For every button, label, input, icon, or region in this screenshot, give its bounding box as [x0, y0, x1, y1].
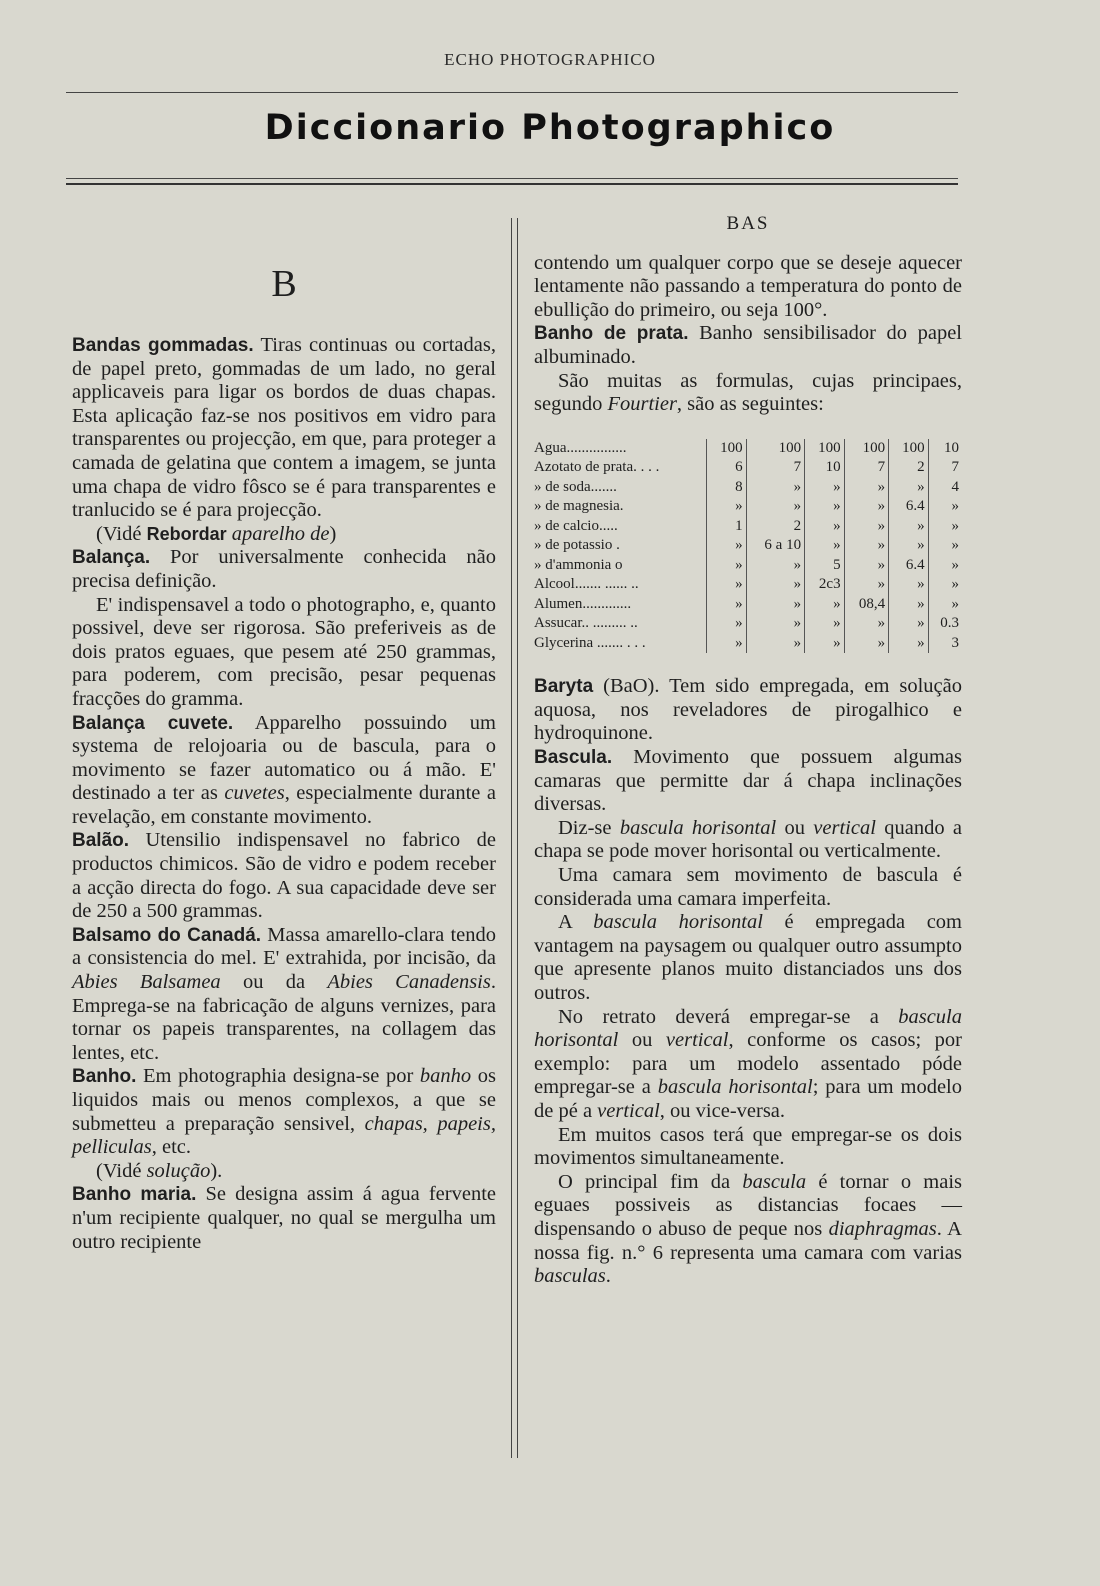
table-cell: » [707, 497, 747, 517]
entry-paragraph: Diz-se bascula horisontal ou vertical quando a chapa se pode mover horisontal ou verticalmente. [534, 816, 962, 863]
entry-paragraph: No retrato deverá empregar-se a bascula horisontal ou vertical, conforme os casos; por exemplo: para um modelo assentado póde empregar-se a bascula horisontal; para um modelo de pé a vertical, ou vice-versa. [534, 1005, 963, 1122]
table-row [534, 497, 962, 517]
entry-banho-maria: Banho maria. Se designa assim á agua fervente n'um recipiente qualquer, no qual se mergulha um outro recipiente [72, 1183, 496, 1253]
page-title: Diccionario Photographico [264, 108, 836, 148]
table-cell: » [805, 478, 845, 498]
entry-balsamo-do-canada: Balsamo do Canadá. Massa amarello-clara tendo a consistencia do mel. E' extrahida, por incisão, da Abies Balsamea ou da Abies Canadensis. Emprega-se na fabricação de alguns vernizes, para tornar os papeis transparentes, na collagem das lentes, etc. [72, 923, 497, 1064]
left-column [72, 262, 496, 1254]
entry-term: Bascula. [534, 747, 613, 769]
table-cell: » [928, 517, 962, 537]
table-cell: 2 [746, 517, 804, 537]
table-row [534, 595, 962, 615]
table-row-label: » d'ammonia o [534, 556, 623, 573]
entry-continuation: contendo um qualquer corpo que se deseje aquecer lentamente não passando a temperatura do ponto de ebullição do primeiro, ou seja 100°. [534, 251, 962, 321]
entry-paragraph: A bascula horisontal é empregada com vantagem na paysagem ou qualquer outro assumpto que apresente planos muito distanciados uns dos outros. [534, 911, 962, 1004]
table-cell: » [707, 595, 747, 615]
column-head: BAS [726, 213, 770, 234]
table-row-label: » de calcio..... [534, 517, 618, 534]
table-cell: » [928, 556, 962, 576]
table-row [534, 439, 962, 459]
entry-banho: Banho. Em photographia designa-se por banho os liquidos mais ou menos complexos, a que se submetteu a preparação sensivel, chapas, papeis, pelliculas, etc. [72, 1065, 497, 1159]
table-cell: 4 [928, 478, 962, 498]
table-cell: » [805, 517, 845, 537]
table-cell: 100 [707, 439, 747, 459]
table-row-label: Alcool....... ...... .. [534, 576, 639, 593]
entry-bandas-gommadas: Bandas gommadas. Tiras continuas ou cortadas, de papel preto, gommadas de um lado, no geral applicaveis para ligar os bordos de duas chapas. Esta aplicação faz-se nos positivos em vidro para transparentes ou projecção, em que, para proteger a camada de gelatina que contem a imagem, se junta uma chapa de vidro fôsco se é para transparentes e tranlucido se é para projecção. [72, 334, 496, 522]
table-cell: » [746, 556, 804, 576]
table-cell: 10 [805, 458, 845, 478]
table-cell: 3 [928, 634, 962, 654]
table-cell: » [889, 634, 929, 654]
table-cell: » [707, 614, 747, 634]
entry-term: Baryta [534, 676, 594, 698]
table-cell: » [805, 634, 845, 654]
cross-reference: (Vidé solução). [96, 1159, 223, 1182]
table-cell: 2c3 [805, 575, 845, 595]
table-cell: » [746, 575, 804, 595]
table-row [534, 575, 962, 595]
table-row [534, 478, 962, 498]
table-row-label: » de potassio . [534, 537, 620, 554]
table-cell: » [889, 478, 929, 498]
entry-term: Balança. [72, 547, 151, 569]
entry-term: Banho. [72, 1066, 137, 1088]
table-cell: 8 [707, 478, 747, 498]
table-cell: 100 [889, 439, 929, 459]
table-cell: » [844, 497, 889, 517]
entry-paragraph: Uma camara sem movimento de bascula é considerada uma camara imperfeita. [534, 864, 962, 910]
table-row [534, 517, 962, 537]
table-cell: 5 [805, 556, 845, 576]
right-column [534, 212, 962, 1289]
table-cell: 100 [805, 439, 845, 459]
table-cell: » [805, 536, 845, 556]
table-cell: » [805, 497, 845, 517]
table-row-label: » de magnesia. [534, 498, 624, 515]
table-cell: 100 [746, 439, 804, 459]
table-cell: » [844, 614, 889, 634]
table-cell: 6 a 10 [746, 536, 804, 556]
table-cell: 0.3 [928, 614, 962, 634]
entry-paragraph: Em muitos casos terá que empregar-se os dois movimentos simultaneamente. [534, 1123, 962, 1170]
table-row [534, 614, 962, 634]
table-cell: » [928, 497, 962, 517]
table-row-label: Glycerina ....... . . . [534, 634, 646, 651]
running-head: ECHO PHOTOGRAPHICO [444, 50, 656, 69]
table-cell: » [707, 536, 747, 556]
table-cell: 7 [746, 458, 804, 478]
table-row-label: Alumen............. [534, 595, 632, 612]
entry-paragraph: O principal fim da bascula é tornar o mais eguaes possiveis as distancias focaes — dispensando o abuso de peque nos diaphragmas. A nossa fig. n.° 6 representa uma camara com varias basculas. [534, 1170, 962, 1288]
table-cell: » [707, 556, 747, 576]
entry-paragraph: São muitas as formulas, cujas principaes, segundo Fourtier, são as seguintes: [534, 369, 962, 416]
entry-term: Balão. [72, 830, 130, 852]
table-cell: » [844, 517, 889, 537]
table-cell: » [805, 595, 845, 615]
table-cell: » [889, 614, 929, 634]
entry-balao: Balão. Utensilio indispensavel no fabrico de productos chimicos. São de vidro e podem receber a acção directa do fogo. A sua capacidade deve ser de 250 a 500 grammas. [72, 829, 496, 923]
table-row [534, 634, 962, 654]
table-row [534, 536, 962, 556]
table-cell: 1 [707, 517, 747, 537]
table-cell: 6 [707, 458, 747, 478]
entry-term: Banho de prata. [534, 323, 689, 345]
table-cell: » [889, 517, 929, 537]
table-cell: 7 [844, 458, 889, 478]
entry-baryta: Baryta (BaO). Tem sido empregada, em solução aquosa, nos reveladores de pirogalhico e hydroquinone. [534, 675, 962, 745]
table-row [534, 458, 962, 478]
table-cell: » [844, 575, 889, 595]
table-row-label: » de soda....... [534, 478, 617, 495]
table-cell: » [746, 595, 804, 615]
table-cell: » [805, 614, 845, 634]
table-cell: » [844, 556, 889, 576]
table-row-label: Agua................ [534, 439, 627, 456]
title-rule-bottom [66, 183, 958, 185]
table-cell: 10 [928, 439, 962, 459]
table-row-label: Assucar.. ......... .. [534, 615, 638, 632]
table-cell: » [844, 478, 889, 498]
cross-reference: (Vidé Rebordar aparelho de) [96, 522, 337, 545]
table-cell: » [707, 575, 747, 595]
entry-paragraph: E' indispensavel a todo o photographo, e, quanto possivel, deve ser rigorosa. São preferiveis as de dois pratos eguaes, que pesem até 250 grammas, para poderem, com precisão, pesar pequenas fracções do gramma. [72, 593, 496, 710]
entry-banho-de-prata: Banho de prata. Banho sensibilisador do papel albuminado. [534, 322, 962, 368]
entry-term: Balsamo do Canadá. [72, 924, 262, 946]
table-cell: 2 [889, 458, 929, 478]
table-cell: 6.4 [889, 497, 929, 517]
header-rule [66, 92, 958, 93]
table-cell: » [889, 595, 929, 615]
section-letter: B [271, 263, 297, 305]
entry-term: Bandas gommadas. [72, 335, 254, 356]
entry-term: Banho maria. [72, 1184, 197, 1206]
table-cell: » [889, 575, 929, 595]
formula-table [534, 439, 962, 654]
column-divider [511, 218, 518, 1458]
table-cell: » [889, 536, 929, 556]
table-cell: » [746, 614, 804, 634]
table-cell: » [928, 536, 962, 556]
table-cell: » [928, 575, 962, 595]
table-row [534, 556, 962, 576]
title-rule-top [66, 178, 958, 179]
table-cell: » [844, 634, 889, 654]
table-cell: » [707, 634, 747, 654]
table-cell: » [746, 634, 804, 654]
table-cell: » [746, 478, 804, 498]
entry-bascula: Bascula. Movimento que possuem algumas camaras que permitte dar á chapa inclinações diversas. [534, 746, 962, 816]
entry-balanca-cuvete: Balança cuvete. Apparelho possuindo um systema de relojoaria ou de bascula, para o movimento se fazer automatico ou á mão. E' destinado a ter as cuvetes, especialmente durante a revelação, em constante movimento. [72, 711, 496, 828]
entry-term: Balança cuvete. [72, 712, 234, 734]
table-cell: 6.4 [889, 556, 929, 576]
table-cell: 7 [928, 458, 962, 478]
table-cell: » [746, 497, 804, 517]
formula-table-body [534, 439, 962, 654]
table-cell: 08,4 [844, 595, 889, 615]
table-cell: 100 [844, 439, 889, 459]
table-row-label: Azotato de prata. . . . [534, 459, 660, 476]
entry-balanca: Balança. Por universalmente conhecida não precisa definição. [72, 546, 496, 592]
table-cell: » [928, 595, 962, 615]
table-cell: » [844, 536, 889, 556]
